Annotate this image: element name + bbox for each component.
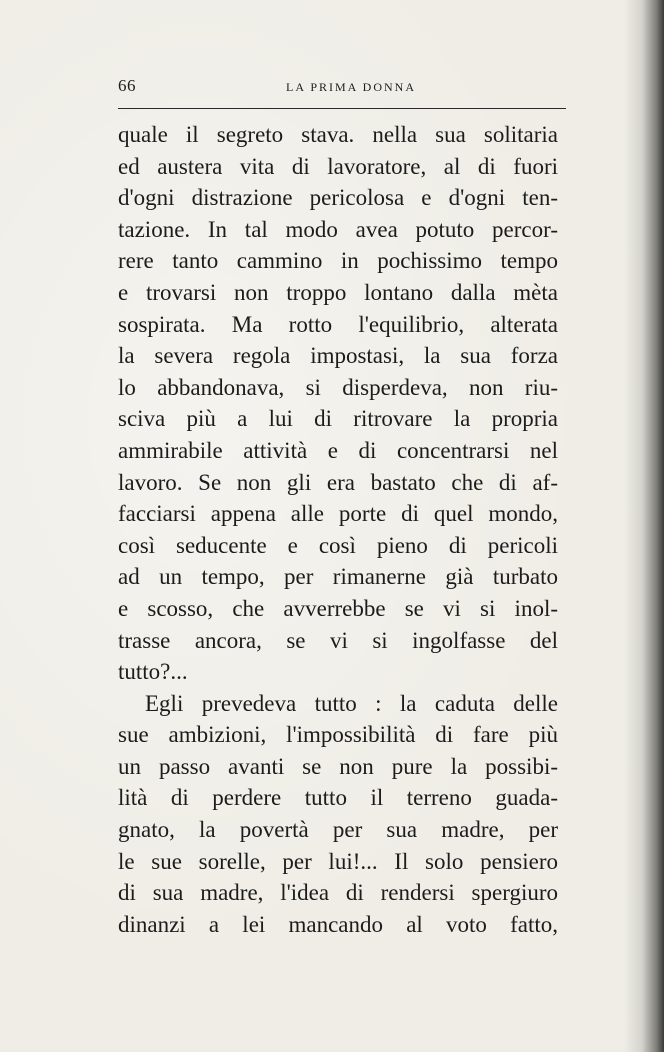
text-line: facciarsi appena alle porte di quel mondo, — [118, 501, 558, 527]
text-line: tazione. In tal modo avea potuto percor- — [118, 216, 558, 242]
page-number: 66 — [118, 76, 136, 95]
text-line: dinanzi a lei mancando al voto fatto, — [118, 911, 558, 937]
text-line: quale il segreto stava. nella sua solitaria — [118, 122, 558, 147]
text-line: ed austera vita di lavoratore, al di fuori — [118, 153, 558, 179]
text-line: le sue sorelle, per lui!... Il solo pensiero — [118, 848, 558, 874]
header-rule — [118, 108, 566, 109]
text-line: ad un tempo, per rimanerne già turbato — [118, 564, 558, 590]
text-line-paragraph-start: Egli prevedeva tutto : la caduta delle — [145, 690, 558, 716]
text-line: sue ambizioni, l'impossibilità di fare più — [118, 722, 558, 748]
text-line: tutto?... — [118, 659, 188, 685]
text-line: trasse ancora, se vi si ingolfasse del — [118, 627, 558, 653]
text-line: lavoro. Se non gli era bastato che di af- — [118, 469, 558, 495]
page-edge-shadow — [624, 0, 664, 1052]
text-line: così seducente e così pieno di pericoli — [118, 532, 558, 558]
text-line: d'ogni distrazione pericolosa e d'ogni ten- — [118, 185, 558, 211]
text-line: sospirata. Ma rotto l'equilibrio, alterata — [118, 311, 558, 337]
body-text — [118, 119, 558, 940]
text-line: rere tanto cammino in pochissimo tempo — [118, 248, 558, 274]
text-line: la severa regola impostasi, la sua forza — [118, 343, 558, 369]
text-line: un passo avanti se non pure la possibi- — [118, 753, 558, 779]
text-line: lità di perdere tutto il terreno guada- — [118, 785, 558, 811]
text-line: ammirabile attività e di concentrarsi nel — [118, 437, 558, 463]
text-line: sciva più a lui di ritrovare la propria — [118, 406, 558, 432]
text-line: di sua madre, l'idea di rendersi spergiuro — [118, 880, 558, 906]
page-header — [118, 76, 566, 100]
running-title: LA PRIMA DONNA — [286, 80, 417, 94]
text-line: gnato, la povertà per sua madre, per — [118, 817, 558, 843]
text-line: e scosso, che avverrebbe se vi si inol- — [118, 595, 558, 621]
text-line: lo abbandonava, si disperdeva, non riu- — [118, 374, 558, 400]
text-line: e trovarsi non troppo lontano dalla mèta — [118, 279, 558, 305]
